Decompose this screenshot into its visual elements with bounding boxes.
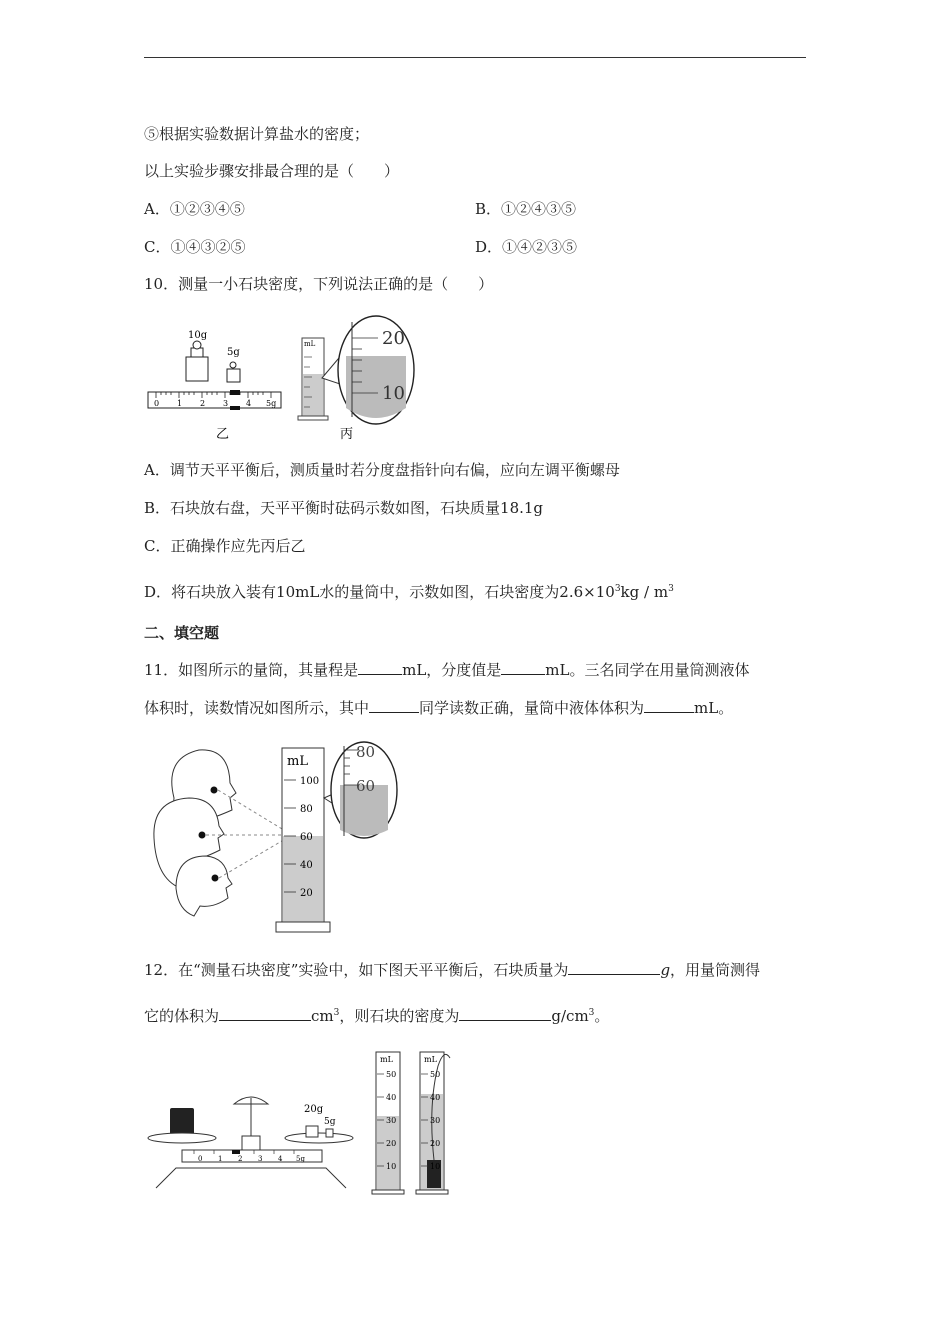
q9-option-c: C．①④③②⑤ bbox=[144, 238, 246, 256]
q9-question: 以上实验步骤安排最合理的是（ ） bbox=[144, 162, 400, 180]
cylinder-tick: 10 bbox=[386, 1162, 397, 1171]
cylinder-tick: 20 bbox=[430, 1139, 441, 1148]
q12-line1: 12．在“测量石块密度”实验中，如下图天平平衡后，石块质量为 g，用量筒测得 bbox=[144, 961, 761, 979]
scale-label: 3 bbox=[223, 399, 229, 408]
answer-blank[interactable] bbox=[501, 660, 545, 675]
q11-line1: 11．如图所示的量筒，其量程是 mL，分度值是 mL。三名同学在用量筒测液体 bbox=[144, 661, 750, 679]
weight-5g bbox=[326, 1129, 333, 1137]
mag-tick-20: 20 bbox=[382, 328, 405, 349]
cylinder-tick: 40 bbox=[430, 1093, 441, 1102]
q10-option-c: C．正确操作应先丙后乙 bbox=[144, 537, 306, 555]
answer-blank[interactable] bbox=[358, 660, 402, 675]
weight-20g-label: 20g bbox=[304, 1104, 324, 1115]
weight-5g-label: 5g bbox=[324, 1117, 336, 1127]
weight-5g-label: 5g bbox=[227, 347, 240, 358]
cylinder-tick: 100 bbox=[300, 776, 320, 787]
mag-tick-60: 60 bbox=[356, 777, 376, 795]
mag-tick-80: 80 bbox=[356, 743, 376, 761]
answer-blank[interactable] bbox=[568, 960, 660, 975]
cylinder-tick: 30 bbox=[430, 1116, 441, 1125]
cylinder-tick: 10 bbox=[430, 1162, 441, 1171]
scale-label: 4 bbox=[278, 1155, 283, 1163]
q10-option-d: D．将石块放入装有10mL水的量筒中，示数如图，石块密度为$2.6\times 10^3kg / m^3$ bbox=[144, 583, 674, 601]
q9-option-a: A．①②③④⑤ bbox=[144, 200, 245, 218]
label-yi: 乙 bbox=[216, 427, 230, 442]
q9-step5: ⑤根据实验数据计算盐水的密度； bbox=[144, 125, 370, 143]
header-rule bbox=[144, 57, 806, 58]
q10-option-a: A．调节天平平衡后，测质量时若分度盘指针向右偏，应向左调平衡螺母 bbox=[144, 461, 620, 479]
cylinder-tick: 50 bbox=[430, 1070, 441, 1079]
scale-label: 1 bbox=[177, 399, 183, 408]
beam-scale bbox=[148, 392, 281, 408]
scale-label: 0 bbox=[154, 399, 160, 408]
answer-blank[interactable] bbox=[369, 698, 419, 713]
q9-option-b: B．①②④③⑤ bbox=[475, 200, 577, 218]
cylinder-tick: 50 bbox=[386, 1070, 397, 1079]
answer-blank[interactable] bbox=[219, 1006, 311, 1021]
cylinder-unit: mL bbox=[287, 754, 308, 769]
rider bbox=[230, 390, 240, 395]
answer-blank[interactable] bbox=[459, 1006, 551, 1021]
cylinder-tick: 40 bbox=[300, 860, 313, 871]
scale-label: 4 bbox=[246, 399, 252, 408]
small-cylinder-unit: mL bbox=[304, 340, 316, 348]
scale-label: 0 bbox=[198, 1155, 203, 1163]
label-bing: 丙 bbox=[340, 427, 354, 442]
cylinder-tick: 20 bbox=[300, 888, 313, 899]
cylinder-unit: mL bbox=[424, 1055, 437, 1064]
cylinder-tick: 40 bbox=[386, 1093, 397, 1102]
q10-figure bbox=[144, 312, 424, 442]
section-heading: 二、填空题 bbox=[144, 624, 220, 642]
cylinder-tick: 20 bbox=[386, 1139, 397, 1148]
cylinder-unit: mL bbox=[380, 1055, 393, 1064]
right-pan bbox=[285, 1133, 353, 1143]
balance-base bbox=[156, 1168, 346, 1188]
mag-tick-10: 10 bbox=[382, 383, 405, 404]
weight-10g-label: 10g bbox=[188, 330, 208, 341]
weight-20g bbox=[306, 1126, 318, 1137]
cylinder-tick: 60 bbox=[300, 832, 313, 843]
left-pan bbox=[148, 1133, 216, 1143]
cylinder-tick: 30 bbox=[386, 1116, 397, 1125]
weight-5g bbox=[227, 369, 240, 382]
scale-label: 1 bbox=[218, 1155, 223, 1163]
q12-figure bbox=[144, 1046, 464, 1198]
q11-figure bbox=[144, 738, 406, 938]
q9-option-d: D．①④②③⑤ bbox=[475, 238, 578, 256]
answer-blank[interactable] bbox=[644, 698, 694, 713]
scale-label: 2 bbox=[200, 399, 206, 408]
scale-label: 3 bbox=[258, 1155, 263, 1163]
scale-label: 2 bbox=[238, 1155, 243, 1163]
student-head-bottom bbox=[176, 856, 232, 916]
scale-label: 5g bbox=[296, 1155, 305, 1163]
q10-option-b: B．石块放右盘，天平平衡时砝码示数如图，石块质量18.1g bbox=[144, 499, 544, 517]
scale-label: 5g bbox=[266, 399, 277, 408]
cylinder-tick: 80 bbox=[300, 804, 313, 815]
weight-10g bbox=[186, 357, 208, 381]
q12-line2: 它的体积为 $cm^3$，则石块的密度为 $g/cm^3$。 bbox=[144, 1007, 610, 1025]
q11-line2: 体积时，读数情况如图所示，其中 同学读数正确，量筒中液体体积为 mL。 bbox=[144, 699, 734, 717]
q10-stem: 10．测量一小石块密度，下列说法正确的是（ ） bbox=[144, 275, 494, 293]
